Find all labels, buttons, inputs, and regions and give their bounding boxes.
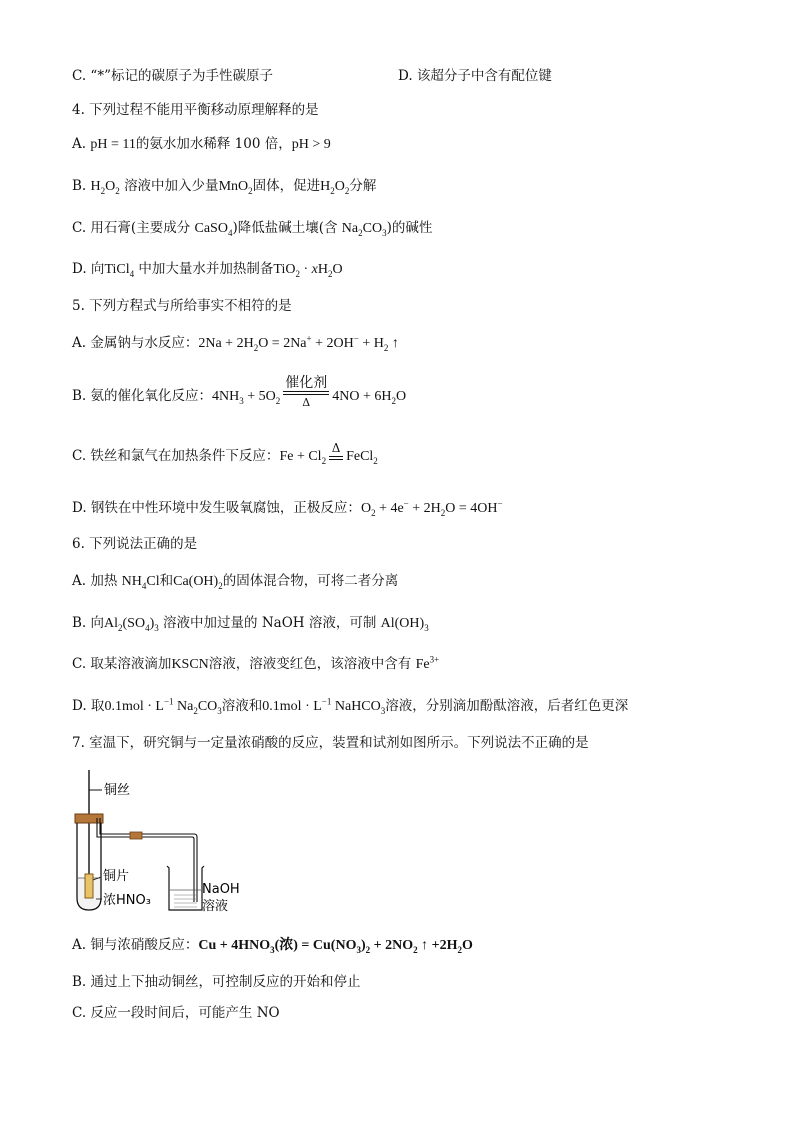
q7-stem: 7. 室温下，研究铜与一定量浓硝酸的反应，装置和试剂如图所示。下列说法不正确的是 <box>72 735 589 751</box>
q3-option-d: D. 该超分子中含有配位键 <box>398 68 552 84</box>
q7-option-a: A. 铜与浓硝酸反应：$Cu + 4HNO_3$(浓) = $Cu(NO_3)_2 + 2NO_2$ ↑ $+2H_2O$ <box>72 937 473 955</box>
q5-option-d: D. 钢铁在中性环境中发生吸氧腐蚀，正极反应：$O_2 + 4e^- + 2H_2O = 4OH^-$ <box>72 498 503 518</box>
naoh-label: NaOH <box>202 882 240 897</box>
q7-option-b: B. 通过上下抽动铜丝，可控制反应的开始和停止 <box>72 974 361 990</box>
copper-sheet-label: 铜片 <box>103 869 130 884</box>
q4-option-b: B. $H_2O_2$ 溶液中加入少量MnO$_2$固体，促进$H_2O_2$分解 <box>72 178 377 196</box>
q6-option-a: A. 加热 $NH_4Cl$和$Ca(OH)_2$的固体混合物，可将二者分离 <box>72 573 399 591</box>
apparatus-figure <box>66 762 266 922</box>
q4-stem: 4. 下列过程不能用平衡移动原理解释的是 <box>72 102 319 118</box>
conc-hno3-label: 浓HNO₃ <box>103 893 151 908</box>
q7-option-c: C. 反应一段时间后，可能产生 NO <box>72 1005 280 1021</box>
q5-option-b: B. 氨的催化氧化反应：$4NH_3 + 5O_2$ 催化剂 Δ $4NO + 6H_2O$ <box>72 375 407 409</box>
solution-label: 溶液 <box>202 899 229 914</box>
q5-option-a: A. 金属钠与水反应：$2Na + 2H_2O = 2Na^+ + 2OH^- + H_2$ ↑ <box>72 333 399 353</box>
q6-option-b: B. 向$Al_2(SO_4)_3$ 溶液中加过量的 NaOH 溶液，可制 $Al(OH)_3$ <box>72 615 429 633</box>
q6-option-d: D. 取$0.1mol \cdot L^{-1}$ $Na_2CO_3$溶液和$0.1mol \cdot L^{-1}$ NaHCO$_3$溶液，分别滴加酚酞溶液，后者红色更深 <box>72 696 629 716</box>
q4-option-c: C. 用石膏(主要成分 CaSO$_4$)降低盐碱土壤(含 $Na_2CO_3$)的碱性 <box>72 220 433 238</box>
q6-stem: 6. 下列说法正确的是 <box>72 536 198 552</box>
q3-option-c: C. “*”标记的碳原子为手性碳原子 <box>72 68 273 84</box>
copper-wire-label: 铜丝 <box>104 783 131 798</box>
q5-option-c: C. 铁丝和氯气在加热条件下反应：$Fe + Cl_2$ Δ FeCl$_2$ <box>72 440 378 466</box>
q4-option-a: A. pH = 11的氨水加水稀释 100 倍，pH > 9 <box>72 136 331 152</box>
q5-stem: 5. 下列方程式与所给事实不相符的是 <box>72 298 292 314</box>
q6-option-c: C. 取某溶液滴加KSCN溶液，溶液变红色，该溶液中含有 $Fe^{3+}$ <box>72 654 440 672</box>
q4-option-d: D. 向TiCl$_4$ 中加大量水并加热制备$TiO_2 \cdot xH_2O$ <box>72 261 343 279</box>
